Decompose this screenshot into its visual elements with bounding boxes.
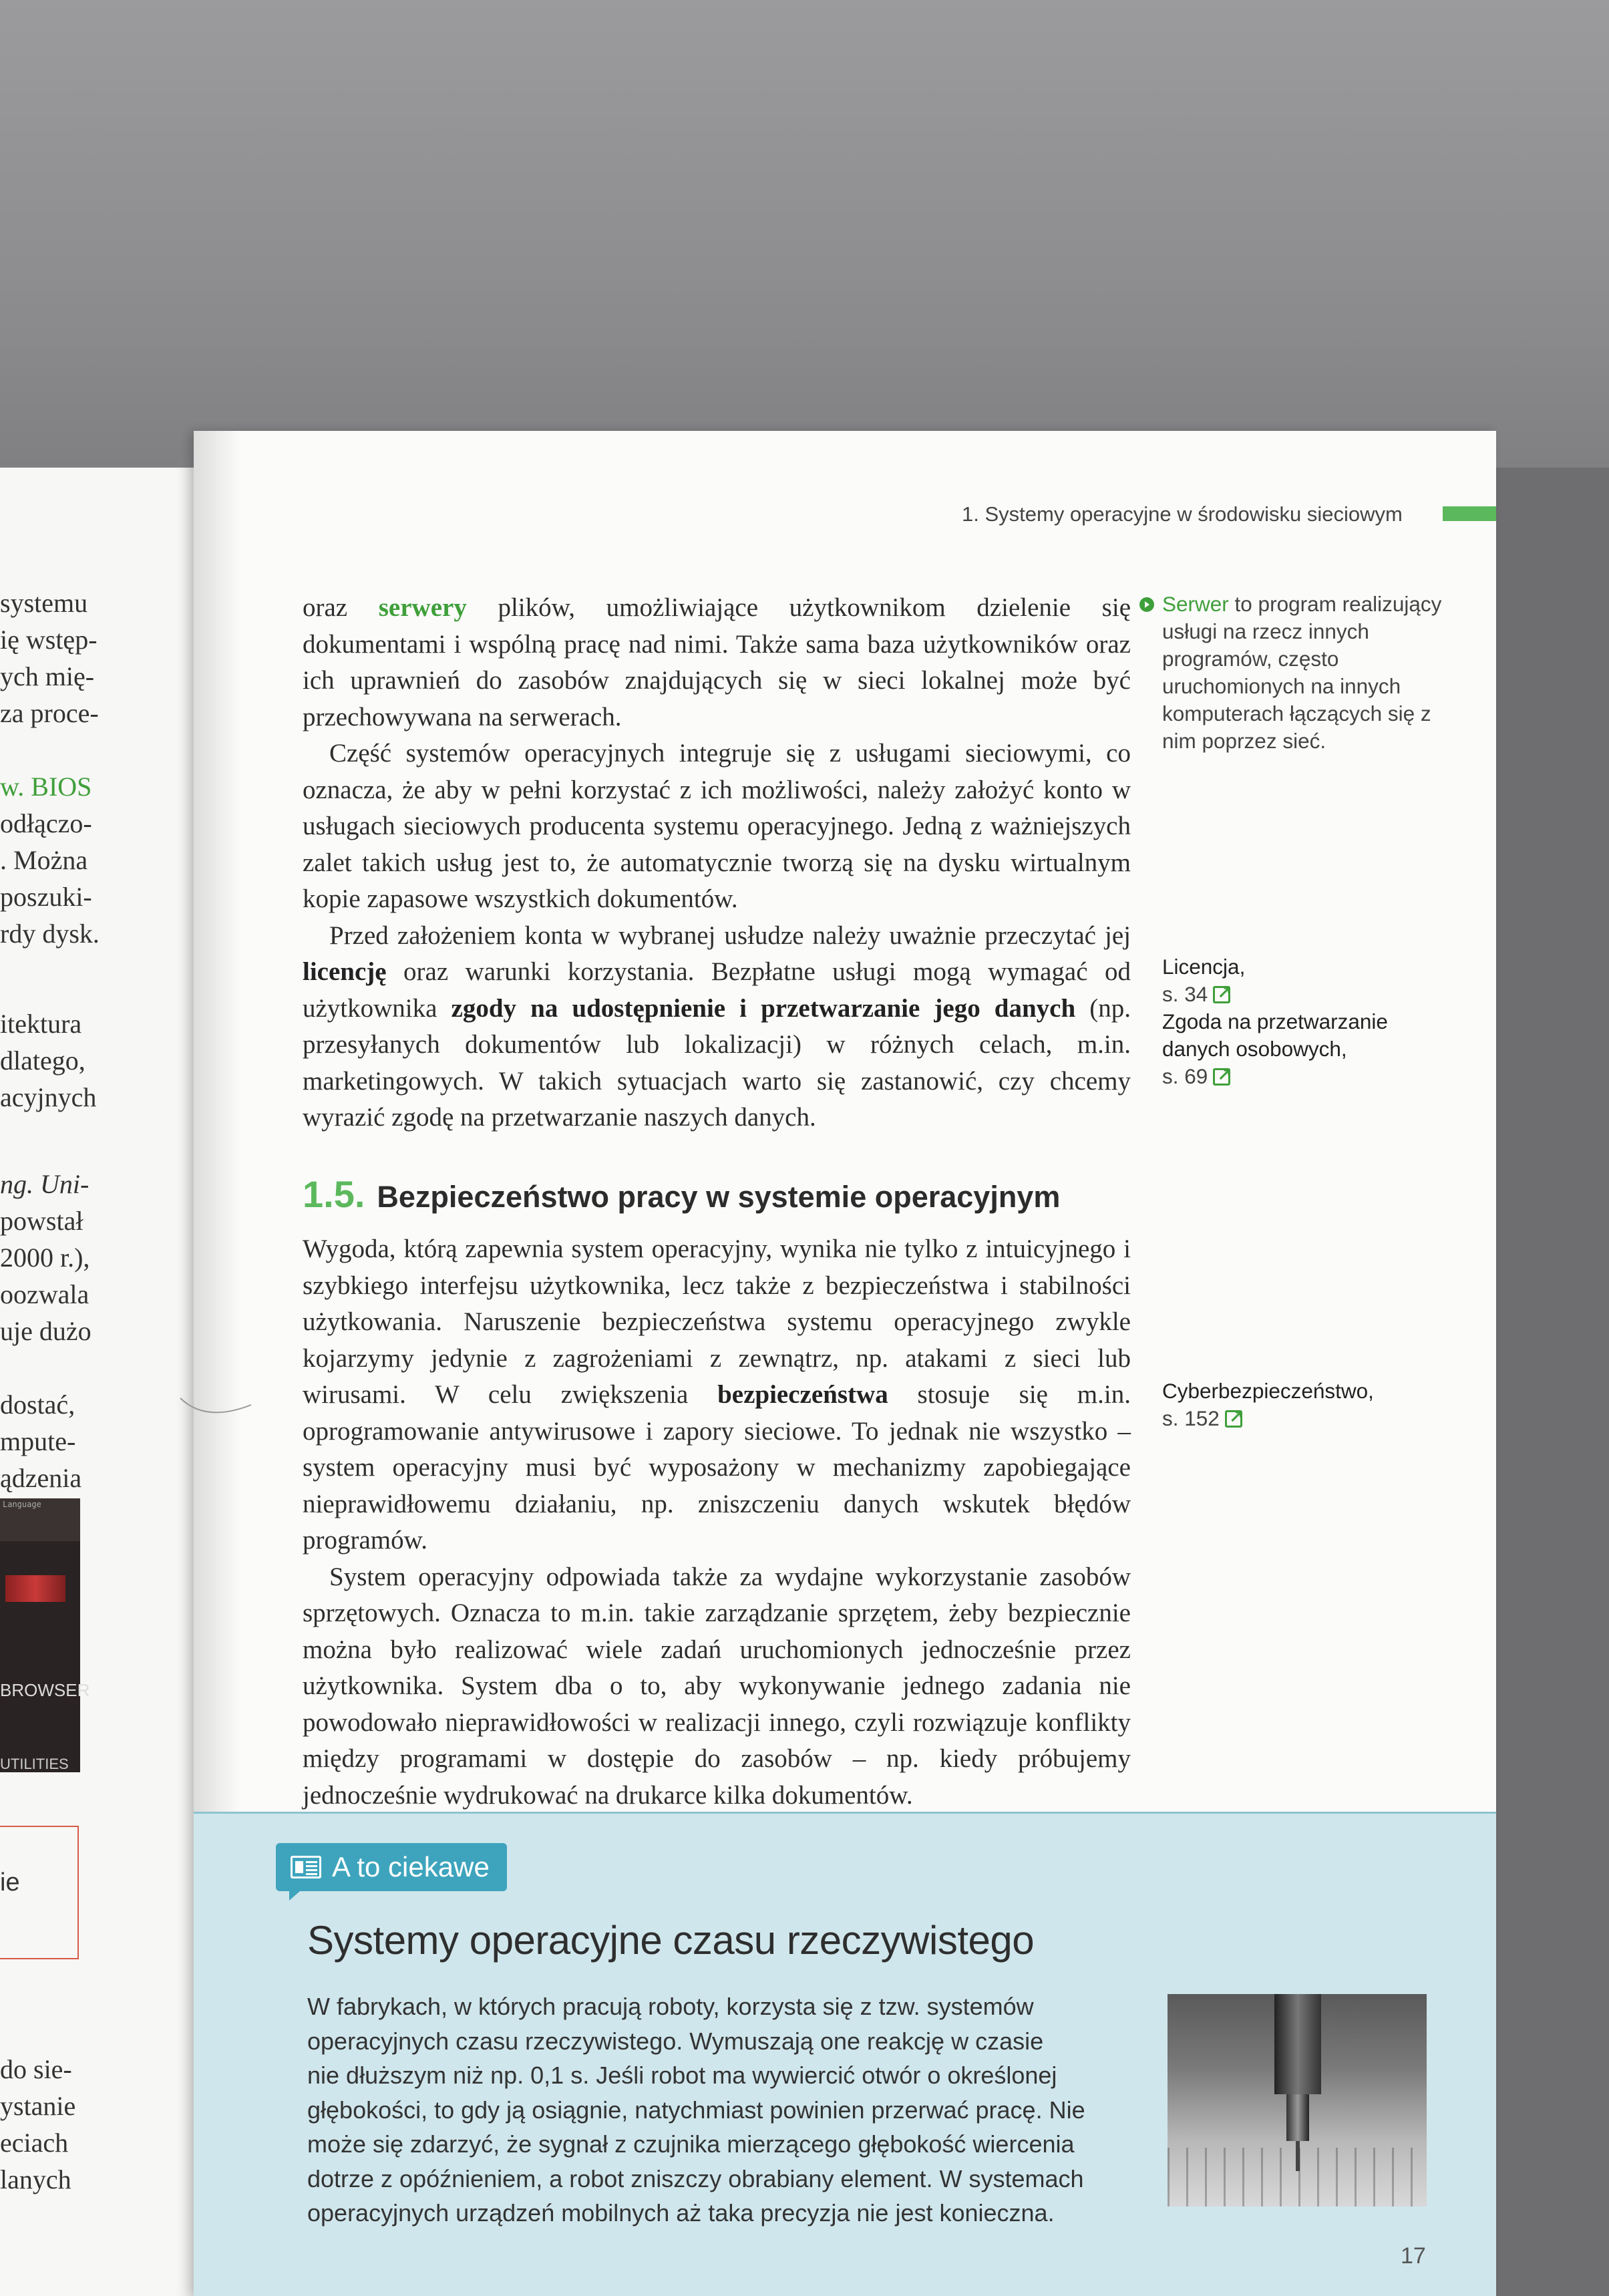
ref-label: Licencja, xyxy=(1162,955,1246,979)
badge-tail xyxy=(289,1891,300,1901)
bios-browser-label: BROWSER xyxy=(0,1680,90,1700)
margin-note-serwer xyxy=(1162,591,1443,755)
ref-page: s. 152 xyxy=(1162,1406,1220,1430)
text-run: oraz warunki korzystania. Bezpłatne usługi mogą wymagać od użytkownika xyxy=(303,957,1131,1023)
left-text-line: dostać, xyxy=(0,1389,75,1420)
bios-screenshot-image xyxy=(0,1498,90,1772)
paragraph: Część systemów operacyjnych integruje się z usługami sieciowymi, co oznacza, że aby w pełni korzystać z ich możliwości, należy założyć konto w usługach sieciowych producenta systemu operacyjnego. Jedną z ważniejszych zalet takich usług jest to, że automatycznie tworzą się na dysku wirtualnym kopie zapasowe wszystkich dokumentów. xyxy=(303,739,1131,913)
section-heading xyxy=(303,1172,1060,1216)
ref-page: s. 69 xyxy=(1162,1064,1208,1088)
text-run: oraz xyxy=(303,593,379,622)
newspaper-icon xyxy=(291,1856,321,1878)
keyword-bezpieczenstwa: bezpieczeństwa xyxy=(717,1380,888,1409)
section-number: 1.5. xyxy=(303,1173,365,1215)
pencil-mark xyxy=(179,1393,252,1420)
left-text-line: uje dużo xyxy=(0,1316,92,1346)
left-text-line: mpute- xyxy=(0,1426,76,1456)
left-text-line: ng. Uni- xyxy=(0,1169,90,1199)
paragraph: System operacyjny odpowiada także za wydajne wykorzystanie zasobów sprzętowych. Oznacza to m.in. takie zarządzanie sprzętem, żeby bezpiecznie można było realizować wiele zadań uruchomionych jednocześnie przez użytkownika. System dba o to, aby wykonywanie jednego zadania nie powodowało nieprawidłowości w realizacji innego, czyli rozwiązuje konflikty między programami w dostępie do zasobów – np. kiedy próbujemy jednocześnie wydrukować na drukarce kilka dokumentów. xyxy=(303,1562,1131,1810)
drill-chuck xyxy=(1286,2094,1309,2141)
left-text-line: odłączo- xyxy=(0,808,92,838)
scan-background xyxy=(0,0,1609,481)
external-link-icon[interactable] xyxy=(1213,986,1230,1003)
info-line: operacyjnych urządzeń mobilnych aż taka precyzja nie jest konieczna. xyxy=(307,2199,1055,2227)
ref-label: Cyberbezpieczeństwo, xyxy=(1162,1379,1374,1403)
margin-definition: to program realizujący usługi na rzecz innych programów, często uruchomionych na innych komputerach łączących się z nim poprzez sieć. xyxy=(1162,592,1442,753)
left-text-line: itektura xyxy=(0,1009,82,1039)
left-text-line: oozwala xyxy=(0,1279,90,1309)
info-badge xyxy=(276,1843,507,1891)
margin-ref-cyber[interactable] xyxy=(1162,1377,1443,1432)
badge-label: A to ciekawe xyxy=(332,1851,490,1882)
margin-keyword: Serwer xyxy=(1162,592,1229,616)
left-text-line: ystanie xyxy=(0,2091,76,2121)
external-link-icon[interactable] xyxy=(1213,1068,1230,1086)
running-head: 1. Systemy operacyjne w środowisku sieciowym xyxy=(962,502,1403,526)
left-text-line: systemu xyxy=(0,588,88,618)
info-line: W fabrykach, w których pracują roboty, korzysta się z tzw. systemów xyxy=(307,1993,1034,2020)
left-text-line: rdy dysk. xyxy=(0,919,100,949)
page-number: 17 xyxy=(1401,2243,1426,2269)
margin-ref-licencja[interactable] xyxy=(1162,953,1443,1090)
keyword-zgoda: zgody na udostępnienie i przetwarzanie jego danych xyxy=(451,993,1076,1023)
left-page xyxy=(0,468,200,2296)
left-callout-box xyxy=(0,1826,79,1959)
ref-page: s. 34 xyxy=(1162,982,1208,1006)
section-body xyxy=(303,1231,1131,1814)
left-text-line: lanych xyxy=(0,2164,71,2194)
scan-edge xyxy=(1496,468,1609,2296)
info-line: dotrze z opóźnieniem, a robot zniszczy obrabiany element. W systemach xyxy=(307,2164,1084,2192)
text-run: plików, umożliwiające użytkownikom dzielenie się dokumentami i wspólną pracę nad nimi. Także sama baza użytkowników oraz ich uprawnień do zasobów znajdujących się w sieci lokalnej może być przechowywana na serwerach. xyxy=(303,593,1131,731)
info-box-title: Systemy operacyjne czasu rzeczywistego xyxy=(307,1918,1035,1963)
left-text-line: za proce- xyxy=(0,698,99,728)
drill-photo xyxy=(1168,1994,1427,2206)
left-text-line: dlatego, xyxy=(0,1045,85,1076)
paragraph xyxy=(303,918,1131,1136)
left-text-line: ych mię- xyxy=(0,661,95,691)
left-text-line: w. BIOS xyxy=(0,772,92,802)
left-text-line: . Można xyxy=(0,845,88,875)
text-run: Wygoda, którą zapewnia system operacyjny, wynika nie tylko z intuicyjnego i szybkiego interfejsu użytkownika, lecz także z bezpieczeństwa i stabilności użytkowania. Naruszenie bezpieczeństwa systemu operacyjnego zwykle kojarzymy jedynie z zagrożeniami z zewnątrz, np. atakami z sieci lub wirusami. W celu zwiększenia xyxy=(303,1235,1131,1409)
info-box-text xyxy=(307,1989,1135,2231)
info-line: nie dłuższym niż np. 0,1 s. Jeśli robot ma wywiercić otwór o określonej xyxy=(307,2062,1057,2089)
left-callout-text: ie xyxy=(0,1868,20,1897)
play-bullet-icon xyxy=(1139,597,1154,612)
bios-utilities-label: UTILITIES xyxy=(0,1756,69,1772)
bios-red-icons xyxy=(5,1575,65,1602)
left-text-line: eciach xyxy=(0,2128,69,2158)
info-line: operacyjnych czasu rzeczywistego. Wymuszają one reakcję w czasie xyxy=(307,2027,1044,2055)
left-text-line: powstał xyxy=(0,1206,83,1236)
external-link-icon[interactable] xyxy=(1225,1410,1242,1428)
left-text-line: ię wstęp- xyxy=(0,625,98,655)
info-line: może się zdarzyć, że sygnał z czujnika mierzącego głębokość wiercenia xyxy=(307,2130,1075,2158)
left-text-line: acyjnych xyxy=(0,1082,97,1112)
drill-workpiece xyxy=(1168,2148,1427,2206)
text-run: (np. przesyłanych dokumentów lub lokalizacji) w różnych celach, m.in. marketingowych. W takich sytuacjach warto się zastanowić, czy chcemy wyrazić zgodę na przetwarzanie naszych danych. xyxy=(303,993,1131,1132)
ref-label: Zgoda na przetwarzanie danych osobowych, xyxy=(1162,1009,1388,1061)
bios-image-header: Language xyxy=(0,1498,80,1541)
info-line: głębokości, to gdy ją osiągnie, natychmiast powinien przerwać pracę. Nie xyxy=(307,2096,1085,2124)
left-text-line: ądzenia xyxy=(0,1463,82,1493)
left-text-line: 2000 r.), xyxy=(0,1243,90,1273)
left-text-line: poszuki- xyxy=(0,882,92,912)
keyword-serwery: serwery xyxy=(378,593,467,622)
text-run: Przed założeniem konta w wybranej usłudze należy uważnie przeczytać jej xyxy=(329,921,1131,950)
drill-spindle xyxy=(1274,1994,1321,2094)
chapter-tab xyxy=(1443,506,1496,521)
section-title: Bezpieczeństwo pracy w systemie operacyjnym xyxy=(377,1180,1061,1214)
info-box-border xyxy=(194,1812,1496,1814)
text-run: stosuje się m.in. oprogramowanie antywirusowe i zapory sieciowe. To jednak nie wszystko – system operacyjny musi być wyposażony w mechanizmy zapobiegające nieprawidłowemu działaniu, np. zniszczeniu danych wskutek błędów programów. xyxy=(303,1380,1131,1554)
paragraph xyxy=(303,1231,1131,1559)
keyword-licencja: licencję xyxy=(303,957,387,986)
left-text-line: do sie- xyxy=(0,2054,72,2084)
body-text xyxy=(303,590,1131,1136)
paragraph xyxy=(303,590,1131,735)
